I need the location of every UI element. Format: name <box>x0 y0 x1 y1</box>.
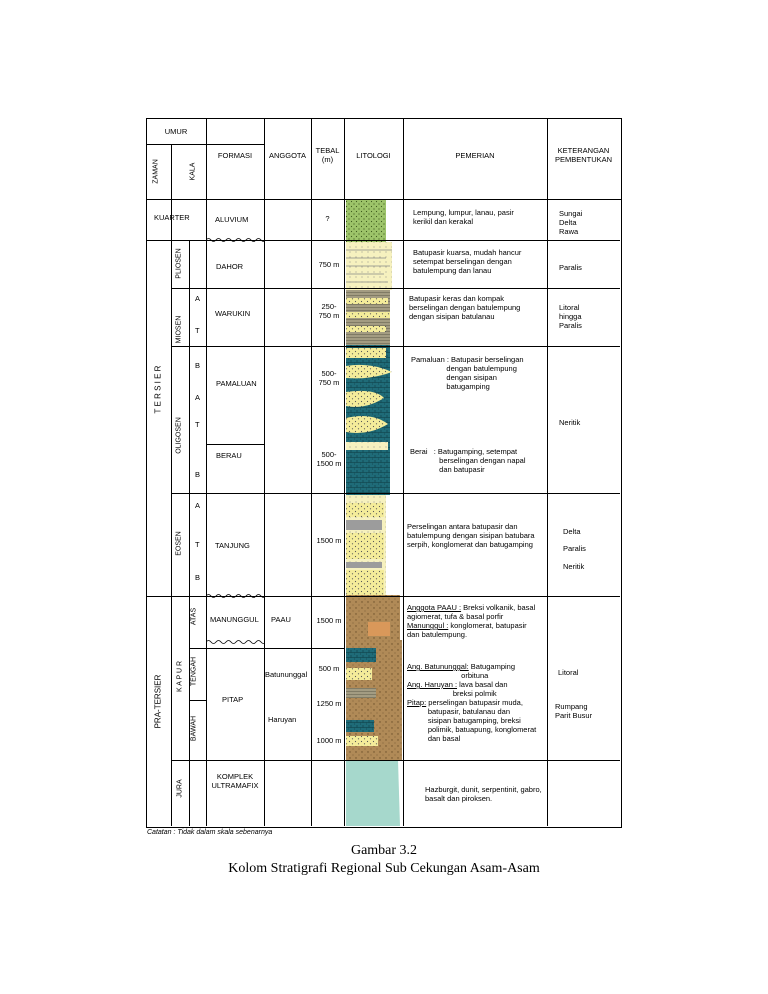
keterangan-litoral: Litoral <box>558 668 579 677</box>
kala-tengah: TENGAH <box>190 656 198 687</box>
kala-oligosen: OLIGOSEN <box>175 417 183 454</box>
subkala-a: A <box>195 294 201 303</box>
header-umur: UMUR <box>164 127 188 136</box>
keterangan-rumpang: Rumpang Parit Busur <box>555 702 593 720</box>
zaman-tersier: T E R S I E R <box>153 365 163 414</box>
formasi-pamaluan: PAMALUAN <box>216 379 257 388</box>
keterangan-warukin: Litoral hingga Paralis <box>559 303 582 330</box>
zaman-kapur: K A P U R <box>176 661 184 692</box>
tebal-pamaluan: 500- 750 m <box>318 369 340 387</box>
unconformity-line <box>206 592 264 600</box>
pemerian-aluvium: Lempung, lumpur, lanau, pasir kerikil dan kerakal <box>413 208 514 226</box>
subkala-t: T <box>195 326 200 335</box>
keterangan-neritik: Neritik <box>563 562 585 571</box>
tebal-haruyan: 1000 m <box>316 736 342 745</box>
zaman-pratersier: PRA-TERSIER <box>153 674 163 729</box>
kala-bawah: BAWAH <box>190 715 198 742</box>
formasi-dahor: DAHOR <box>216 262 244 271</box>
formasi-komplek: KOMPLEK ULTRAMAFIX <box>211 772 259 790</box>
pemerian-batununggal: Ang. Batununggal: Batugamping orbituna <box>407 662 516 680</box>
header-litologi: LITOLOGI <box>356 151 391 160</box>
keterangan-aluvium: Sungai Delta Rawa <box>559 209 583 236</box>
tebal-tanjung: 1500 m <box>316 536 342 545</box>
formasi-manunggul: MANUNGGUL <box>210 615 259 624</box>
header-kala: KALA <box>189 162 197 181</box>
formasi-berau: BERAU <box>216 451 242 460</box>
kala-pliosen: PLIOSEN <box>175 248 183 279</box>
tebal-aluvium: ? <box>325 214 330 223</box>
header-anggota: ANGGOTA <box>269 151 306 160</box>
figure-number: Gambar 3.2 <box>350 843 418 858</box>
header-pemerian: PEMERIAN <box>455 151 495 160</box>
anggota-paau: PAAU <box>271 615 291 624</box>
formasi-warukin: WARUKIN <box>215 309 251 318</box>
pemerian-pamaluan: Pamaluan : Batupasir berselingan dengan batulempung dengan sisipan batugamping <box>411 355 524 391</box>
unconformity-line <box>206 236 264 244</box>
subkala-t: T <box>195 540 200 549</box>
figure-title: Kolom Stratigrafi Regional Sub Cekungan Asam-Asam <box>228 861 540 876</box>
subkala-a: A <box>195 501 201 510</box>
header-tebal: TEBAL (m) <box>315 146 340 164</box>
kala-jura: JURA <box>176 779 184 798</box>
keterangan-neritik: Neritik <box>559 418 581 427</box>
keterangan-delta: Delta <box>563 527 581 536</box>
pemerian-manunggul: Manunggul : konglomerat, batupasir dan batulempung. <box>407 621 527 639</box>
subkala-b: B <box>195 470 201 479</box>
formasi-tanjung: TANJUNG <box>215 541 250 550</box>
tebal-berau: 500- 1500 m <box>316 450 342 468</box>
tebal-dahor: 750 m <box>318 260 340 269</box>
tebal-warukin: 250- 750 m <box>318 302 340 320</box>
subkala-b: B <box>195 361 201 370</box>
kala-miosen: MIOSEN <box>175 315 183 344</box>
kala-eosen: EOSEN <box>175 531 183 556</box>
tebal-batununggal: 500 m <box>318 664 340 673</box>
header-formasi: FORMASI <box>217 151 253 160</box>
pemerian-haruyan: Ang. Haruyan : lava basal dan breksi polmik <box>407 680 508 698</box>
pemerian-paau: Anggota PAAU : Breksi volkanik, basal agiomerat, tufa & basal porfir <box>407 603 536 621</box>
header-zaman: ZAMAN <box>152 159 160 184</box>
pemerian-dahor: Batupasir kuarsa, mudah hancur setempat berselingan dengan batulempung dan lanau <box>413 248 522 275</box>
stratigraphy-table <box>146 118 622 828</box>
pemerian-berau: Berai : Batugamping, setempat berselingan dengan napal dan batupasir <box>410 447 526 474</box>
zaman-kuarter: KUARTER <box>154 213 190 222</box>
tebal-manunggul: 1500 m <box>316 616 342 625</box>
tebal-pitap: 1250 m <box>316 699 342 708</box>
pemerian-pitap: Pitap: perselingan batupasir muda, batupasir, batulanau dan sisipan batugamping, breksi polimik, batuapung, konglomerat dan basal <box>407 698 537 743</box>
anggota-haruyan: Haruyan <box>268 715 297 724</box>
table-note: Catatan : Tidak dalam skala sebenarnya <box>147 829 273 836</box>
formasi-pitap: PITAP <box>222 695 244 704</box>
subkala-b: B <box>195 573 201 582</box>
pemerian-komplek: Hazburgit, dunit, serpentinit, gabro, basalt dan piroksen. <box>425 785 542 803</box>
keterangan-dahor: Paralis <box>559 263 582 272</box>
subkala-t: T <box>195 420 200 429</box>
pemerian-tanjung: Perselingan antara batupasir dan batulempung dengan sisipan batubara serpih, konglomerat dan batugamping <box>407 522 535 549</box>
kala-atas: ATAS <box>190 607 198 626</box>
formasi-aluvium: ALUVIUM <box>215 215 249 224</box>
unconformity-line <box>206 638 264 646</box>
pemerian-warukin: Batupasir keras dan kompak berselingan dengan batulempung dengan sisipan batulanau <box>409 294 521 321</box>
header-keterangan: KETERANGAN PEMBENTUKAN <box>554 146 613 164</box>
keterangan-paralis: Paralis <box>563 544 586 553</box>
subkala-a: A <box>195 393 201 402</box>
anggota-batununggal: Batununggal <box>265 670 308 679</box>
